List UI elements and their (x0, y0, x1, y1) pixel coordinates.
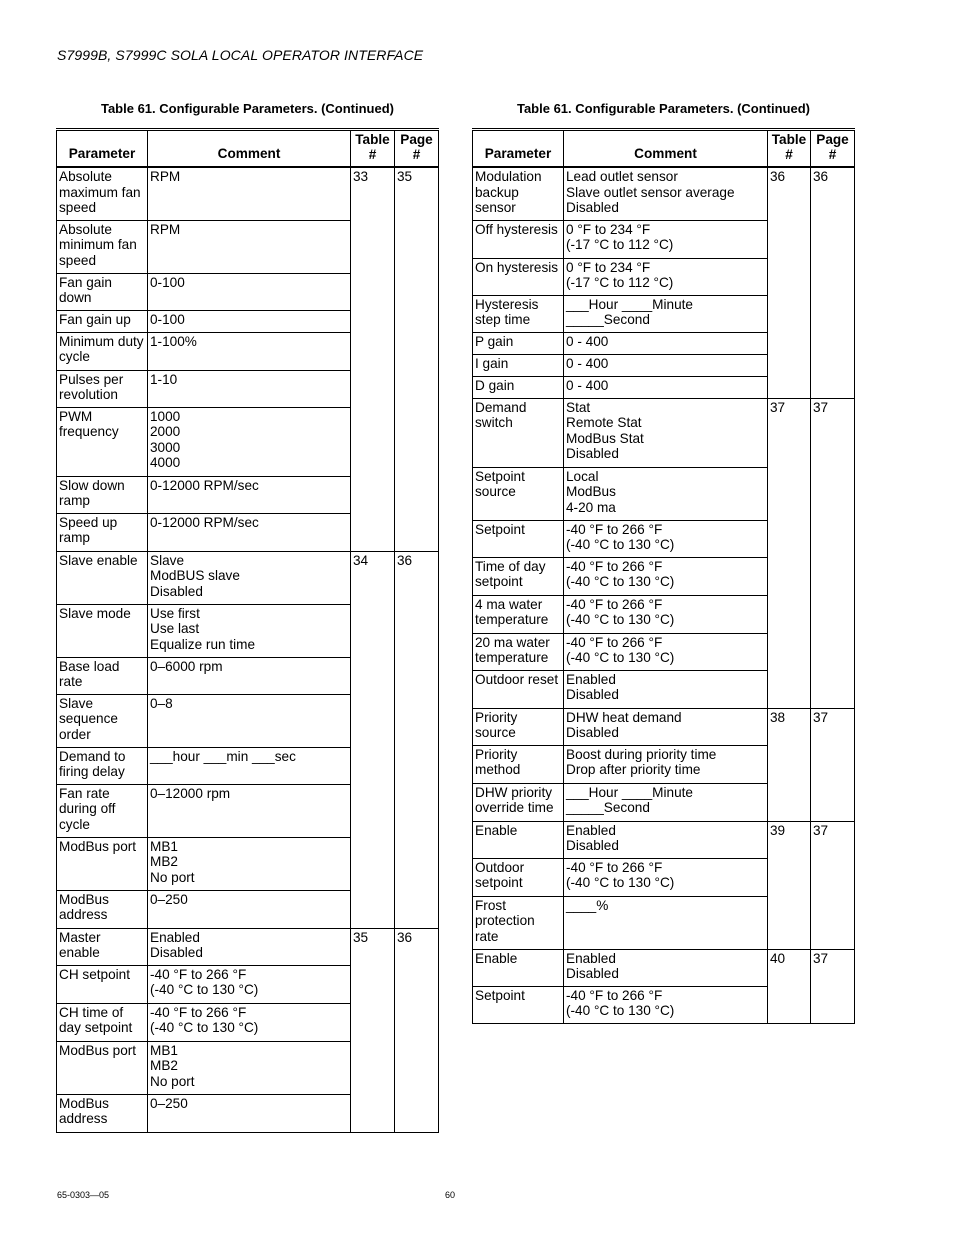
comment-cell (148, 476, 351, 513)
comment-line: 0 °F to 234 °F (566, 221, 651, 237)
document-number: 65-0303—05 (57, 1190, 110, 1200)
comment-line: Disabled (566, 687, 619, 703)
parameter-cell: Time of day setpoint (473, 557, 564, 595)
comment-cell (564, 376, 768, 398)
comment-cell (148, 407, 351, 476)
page-number-cell: 36 (395, 551, 439, 928)
parameter-cell: On hysteresis (473, 258, 564, 295)
parameter-cell: Enable (473, 821, 564, 858)
page-number-cell: 36 (811, 167, 855, 398)
comment-cell (564, 557, 768, 595)
header-comment: Comment (148, 130, 351, 168)
parameter-cell: Master enable (57, 928, 148, 965)
comment-cell (564, 986, 768, 1023)
comment-line: (-40 °C to 130 °C) (150, 1020, 259, 1036)
comment-cell (564, 858, 768, 896)
comment-line: Remote Stat (566, 415, 642, 431)
parameter-cell: Demand to firing delay (57, 747, 148, 784)
comment-line: (-17 °C to 112 °C) (566, 237, 674, 253)
comment-line: ____% (566, 897, 609, 913)
comment-line: ___hour ___min ___sec (150, 748, 296, 764)
table-header-row (473, 130, 855, 168)
comment-line: (-40 °C to 130 °C) (566, 612, 675, 628)
parameter-cell: Outdoor setpoint (473, 858, 564, 896)
parameter-cell: Minimum duty cycle (57, 332, 148, 370)
comment-line: -40 °F to 266 °F (566, 859, 663, 875)
page-number-cell: 37 (811, 398, 855, 708)
comment-line: 0 - 400 (566, 377, 609, 393)
header-parameter: Parameter (473, 130, 564, 168)
comment-line: 0 - 400 (566, 355, 609, 371)
header-table-number: Table # (768, 130, 811, 168)
comment-line: 2000 (150, 424, 181, 440)
comment-line: 0 °F to 234 °F (566, 259, 651, 275)
comment-line: Lead outlet sensor (566, 169, 678, 184)
comment-line: MB1 (150, 1042, 178, 1058)
comment-cell (148, 928, 351, 965)
comment-line: 0–250 (150, 891, 188, 907)
comment-line: Enabled (566, 671, 616, 687)
parameter-cell: Speed up ramp (57, 513, 148, 551)
comment-line: (-40 °C to 130 °C) (566, 1003, 675, 1019)
comment-line: Disabled (150, 945, 203, 961)
header-table-number: Table # (351, 130, 395, 168)
comment-line: (-40 °C to 130 °C) (566, 875, 675, 891)
table-row (57, 928, 439, 965)
comment-line: 1-10 (150, 371, 178, 387)
comment-line: Use first (150, 605, 200, 621)
parameter-cell: ModBus address (57, 890, 148, 928)
parameters-table-right (472, 128, 855, 1024)
table-body-right (473, 167, 855, 1023)
comment-cell (148, 837, 351, 890)
parameters-table-left (56, 128, 439, 1133)
comment-line: Stat (566, 399, 591, 415)
comment-cell (148, 784, 351, 837)
comment-cell (564, 258, 768, 295)
table-row (473, 398, 855, 467)
parameter-cell: DHW priority override time (473, 783, 564, 821)
parameter-cell: ModBus address (57, 1094, 148, 1132)
parameter-cell: ModBus port (57, 837, 148, 890)
parameter-cell: Priority source (473, 708, 564, 745)
parameter-cell: 20 ma water temperature (473, 633, 564, 670)
parameter-cell: Absolute maximum fan speed (57, 167, 148, 220)
comment-cell (564, 745, 768, 783)
comment-line: -40 °F to 266 °F (150, 1004, 247, 1020)
comment-cell (148, 1094, 351, 1132)
comment-line: _____Second (566, 800, 650, 816)
parameter-cell: Slave enable (57, 551, 148, 604)
parameter-cell: Fan rate during off cycle (57, 784, 148, 837)
document-header: S7999B, S7999C SOLA LOCAL OPERATOR INTERFACE (57, 47, 424, 63)
table-number-cell: 38 (768, 708, 811, 821)
comment-line: (-40 °C to 130 °C) (566, 574, 675, 590)
parameter-cell: PWM frequency (57, 407, 148, 476)
comment-line: (-17 °C to 112 °C) (566, 275, 674, 291)
comment-cell (564, 783, 768, 821)
comment-line: ___Hour ____Minute (566, 784, 693, 800)
comment-line: 3000 (150, 439, 181, 455)
parameter-cell: I gain (473, 354, 564, 376)
comment-line: 0–250 (150, 1095, 188, 1111)
parameter-cell: Base load rate (57, 657, 148, 694)
comment-line: -40 °F to 266 °F (150, 966, 247, 982)
page-number-cell: 37 (811, 821, 855, 949)
comment-line: Disabled (566, 838, 619, 854)
comment-cell (148, 332, 351, 370)
comment-line: Enabled (566, 822, 616, 838)
comment-line: No port (150, 869, 195, 885)
parameter-cell: Off hysteresis (473, 220, 564, 258)
parameter-cell: Fan gain down (57, 273, 148, 310)
parameter-cell: P gain (473, 332, 564, 354)
comment-cell (564, 354, 768, 376)
comment-cell (148, 167, 351, 220)
table-row (57, 167, 439, 220)
comment-line: 0-12000 RPM/sec (150, 477, 259, 493)
comment-cell (148, 370, 351, 407)
comment-line: MB2 (150, 1058, 178, 1074)
comment-cell (148, 965, 351, 1003)
comment-line: DHW heat demand (566, 709, 682, 725)
comment-cell (148, 220, 351, 273)
comment-cell (148, 890, 351, 928)
parameter-cell: Absolute minimum fan speed (57, 220, 148, 273)
page-number: 60 (445, 1190, 456, 1200)
comment-cell (148, 273, 351, 310)
comment-cell (148, 551, 351, 604)
comment-cell (564, 398, 768, 467)
comment-cell (564, 467, 768, 520)
comment-line: Slave outlet sensor average (566, 184, 735, 200)
comment-line: ModBUS slave (150, 568, 240, 584)
comment-line: Disabled (566, 200, 619, 216)
comment-line: (-40 °C to 130 °C) (566, 537, 675, 553)
comment-line: -40 °F to 266 °F (566, 987, 663, 1003)
parameter-cell: CH time of day setpoint (57, 1003, 148, 1041)
table-number-cell: 37 (768, 398, 811, 708)
table-row (473, 949, 855, 986)
header-comment: Comment (564, 130, 768, 168)
table-number-cell: 33 (351, 167, 395, 551)
comment-line: Use last (150, 621, 200, 637)
comment-line: ___Hour ____Minute (566, 296, 693, 312)
comment-cell (148, 694, 351, 747)
parameter-cell: Setpoint (473, 520, 564, 557)
comment-line: Slave (150, 552, 185, 568)
table-number-cell: 39 (768, 821, 811, 949)
comment-cell (148, 310, 351, 332)
page-number-cell: 35 (395, 167, 439, 551)
parameter-cell: Slave mode (57, 604, 148, 657)
page-number-cell: 37 (811, 949, 855, 1023)
comment-cell (148, 513, 351, 551)
parameter-cell: D gain (473, 376, 564, 398)
comment-line: (-40 °C to 130 °C) (150, 982, 259, 998)
table-body-left (57, 167, 439, 1132)
comment-line: Disabled (566, 966, 619, 982)
comment-line: 1000 (150, 408, 181, 424)
parameter-cell: CH setpoint (57, 965, 148, 1003)
comment-line: 4-20 ma (566, 499, 616, 515)
comment-cell (564, 896, 768, 949)
header-page-number: Page # (395, 130, 439, 168)
comment-line: Enabled (150, 929, 200, 945)
comment-line: 0–6000 rpm (150, 658, 223, 674)
table-row (473, 167, 855, 220)
table-caption-right: Table 61. Configurable Parameters. (Continued) (516, 101, 811, 116)
comment-cell (564, 708, 768, 745)
table-number-cell: 34 (351, 551, 395, 928)
parameter-cell: Enable (473, 949, 564, 986)
parameter-cell: Slow down ramp (57, 476, 148, 513)
comment-line: Enabled (566, 950, 616, 966)
header-parameter: Parameter (57, 130, 148, 168)
comment-cell (564, 220, 768, 258)
comment-line: 0-100 (150, 274, 185, 290)
comment-line: MB1 (150, 838, 178, 854)
comment-cell (564, 670, 768, 708)
comment-line: Drop after priority time (566, 762, 701, 778)
comment-cell (564, 520, 768, 557)
comment-line: -40 °F to 266 °F (566, 634, 663, 650)
comment-cell (564, 633, 768, 670)
table-header-row (57, 130, 439, 168)
comment-line: ModBus (566, 484, 616, 500)
comment-line: MB2 (150, 854, 178, 870)
comment-cell (148, 1003, 351, 1041)
parameter-cell: Hysteresis step time (473, 295, 564, 332)
parameter-cell: Modulation backup sensor (473, 167, 564, 220)
comment-line: Local (566, 468, 599, 484)
table-number-cell: 36 (768, 167, 811, 398)
comment-line: RPM (150, 221, 181, 237)
comment-cell (148, 604, 351, 657)
parameter-cell: Setpoint source (473, 467, 564, 520)
parameter-cell: Fan gain up (57, 310, 148, 332)
table-row (473, 821, 855, 858)
comment-line: RPM (150, 169, 181, 184)
parameter-cell: Frost protection rate (473, 896, 564, 949)
comment-cell (564, 167, 768, 220)
parameter-cell: Priority method (473, 745, 564, 783)
comment-line: 0-100 (150, 311, 185, 327)
comment-line: -40 °F to 266 °F (566, 558, 663, 574)
comment-line: 0 - 400 (566, 333, 609, 349)
comment-cell (564, 332, 768, 354)
comment-line: ModBus Stat (566, 430, 644, 446)
comment-cell (148, 747, 351, 784)
comment-line: -40 °F to 266 °F (566, 521, 663, 537)
page-number-cell: 37 (811, 708, 855, 821)
page-number-cell: 36 (395, 928, 439, 1132)
table-row (57, 551, 439, 604)
table-caption-left: Table 61. Configurable Parameters. (Continued) (100, 101, 395, 116)
comment-line: (-40 °C to 130 °C) (566, 650, 675, 666)
comment-line: Disabled (150, 583, 203, 599)
comment-line: 0–12000 rpm (150, 785, 231, 801)
table-number-cell: 35 (351, 928, 395, 1132)
comment-line: 1-100% (150, 333, 197, 349)
comment-line: _____Second (566, 312, 650, 328)
comment-line: 0–8 (150, 695, 173, 711)
comment-cell (564, 295, 768, 332)
parameter-cell: Outdoor reset (473, 670, 564, 708)
comment-line: Boost during priority time (566, 746, 717, 762)
comment-line: Disabled (566, 446, 619, 462)
comment-line: Disabled (566, 725, 619, 741)
parameter-cell: ModBus port (57, 1041, 148, 1094)
comment-line: 4000 (150, 455, 181, 471)
comment-line: No port (150, 1073, 195, 1089)
comment-cell (148, 657, 351, 694)
comment-line: Equalize run time (150, 636, 256, 652)
table-row (473, 708, 855, 745)
comment-cell (148, 1041, 351, 1094)
parameter-cell: 4 ma water temperature (473, 595, 564, 633)
table-number-cell: 40 (768, 949, 811, 1023)
parameter-cell: Pulses per revolution (57, 370, 148, 407)
comment-cell (564, 949, 768, 986)
header-page-number: Page # (811, 130, 855, 168)
comment-line: 0-12000 RPM/sec (150, 514, 259, 530)
comment-line: -40 °F to 266 °F (566, 596, 663, 612)
parameter-cell: Setpoint (473, 986, 564, 1023)
parameter-cell: Slave sequence order (57, 694, 148, 747)
parameter-cell: Demand switch (473, 398, 564, 467)
comment-cell (564, 821, 768, 858)
comment-cell (564, 595, 768, 633)
